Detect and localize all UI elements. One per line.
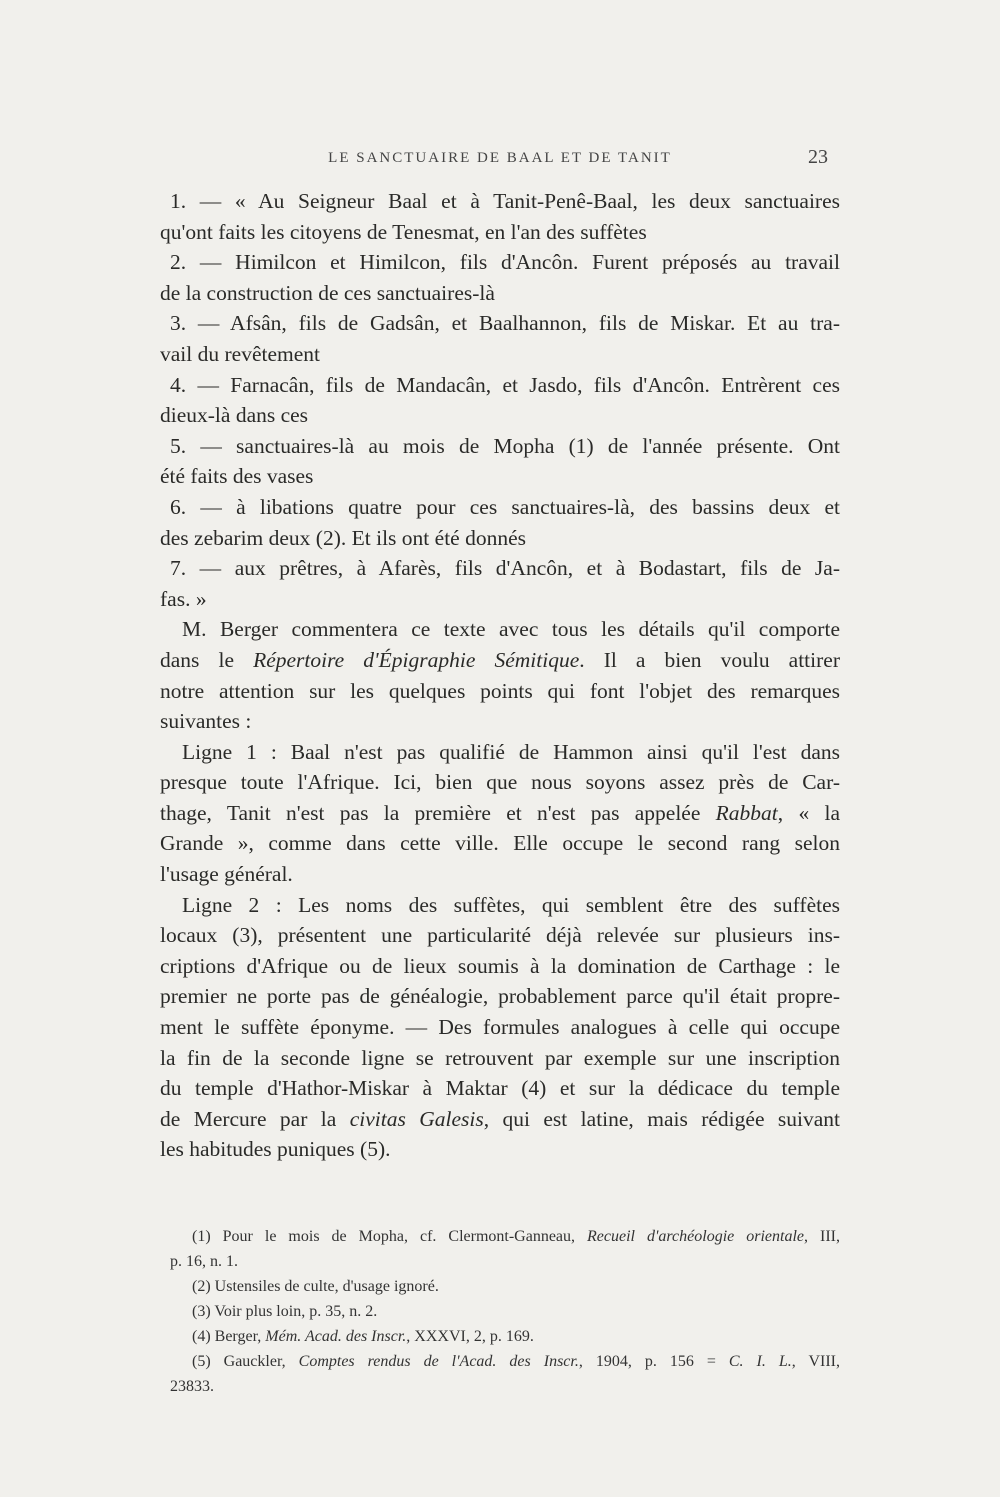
text-line: des zebarim deux (2). Et ils ont été donnés	[160, 525, 526, 550]
text-line: notre attention sur les quelques points qui font l'objet des remarques	[160, 678, 840, 703]
text-line: criptions d'Afrique ou de lieux soumis à la domination de Carthage : le	[160, 953, 840, 978]
main-text	[160, 186, 840, 1165]
text-segment: (1) Pour le mois de Mopha, cf. Clermont-Ganneau,	[192, 1228, 588, 1245]
citation-title: Mém. Acad. des Inscr.	[265, 1328, 407, 1345]
text-line	[160, 645, 840, 676]
citation-title: C. I. L.	[728, 1353, 792, 1370]
page-number: 23	[808, 146, 828, 168]
footnote-line: p. 16, n. 1.	[170, 1253, 238, 1270]
footnote-line: (3) Voir plus loin, p. 35, n. 2.	[192, 1303, 378, 1320]
running-title: LE SANCTUAIRE DE BAAL ET DE TANIT	[328, 150, 672, 166]
text-segment: , qui est latine, mais rédigée suivant	[483, 1106, 840, 1131]
citation-title: Comptes rendus de l'Acad. des Inscr.	[298, 1353, 579, 1370]
text-line: presque toute l'Afrique. Ici, bien que nous soyons assez près de Car-	[160, 770, 840, 795]
text-segment: , XXXVI, 2, p. 169.	[406, 1328, 534, 1345]
text-line: Grande », comme dans cette ville. Elle occupe le second rang selon	[160, 831, 840, 856]
text-line: été faits des vases	[160, 464, 314, 489]
text-line	[160, 1104, 840, 1135]
footnote-line: 23833.	[170, 1378, 214, 1395]
text-line: 6. — à libations quatre pour ces sanctuaires-là, des bassins deux et	[170, 494, 840, 519]
text-line: suivantes :	[160, 709, 252, 734]
emphasis: civitas Galesis	[349, 1106, 484, 1131]
text-segment: thage, Tanit n'est pas la première et n'est pas appelée	[160, 800, 716, 825]
text-segment: (4) Berger,	[192, 1328, 266, 1345]
text-line: les habitudes puniques (5).	[160, 1137, 391, 1162]
text-line: Ligne 1 : Baal n'est pas qualifié de Hammon ainsi qu'il l'est dans	[182, 739, 840, 764]
text-line	[160, 798, 840, 829]
text-segment: (5) Gauckler,	[192, 1353, 299, 1370]
text-line: l'usage général.	[160, 862, 293, 887]
text-line: du temple d'Hathor-Miskar à Maktar (4) et sur la dédicace du temple	[160, 1076, 840, 1101]
text-line: locaux (3), présentent une particularité déjà relevée sur plusieurs ins-	[160, 923, 840, 948]
text-segment: , III,	[804, 1228, 840, 1245]
book-title: Répertoire d'Épigraphie Sémitique	[253, 647, 580, 672]
text-line: 3. — Afsân, fils de Gadsân, et Baalhannon, fils de Miskar. Et au tra-	[170, 311, 840, 336]
text-line: fas. »	[160, 586, 207, 611]
running-head	[160, 146, 840, 172]
text-line: de la construction de ces sanctuaires-là	[160, 280, 495, 305]
footnotes	[170, 1224, 840, 1399]
footnote-line: (2) Ustensiles de culte, d'usage ignoré.	[192, 1278, 439, 1295]
text-line: qu'ont faits les citoyens de Tenesmat, en l'an des suffètes	[160, 219, 647, 244]
emphasis: Rabbat	[715, 800, 778, 825]
footnote-line	[170, 1324, 840, 1349]
text-line: 5. — sanctuaires-là au mois de Mopha (1) de l'année présente. Ont	[170, 433, 840, 458]
text-segment: . Il a bien voulu attirer	[579, 647, 840, 672]
text-segment: , 1904, p. 156 =	[578, 1353, 729, 1370]
text-line: 7. — aux prêtres, à Afarès, fils d'Ancôn, et à Bodastart, fils de Ja-	[170, 556, 840, 581]
text-segment: , VIII,	[791, 1353, 840, 1370]
text-segment: , « la	[777, 800, 840, 825]
text-line: la fin de la seconde ligne se retrouvent par exemple sur une inscription	[160, 1045, 840, 1070]
citation-title: Recueil d'archéologie orientale	[587, 1228, 805, 1245]
text-line: premier ne porte pas de généalogie, probablement parce qu'il était propre-	[160, 984, 840, 1009]
footnote-line	[170, 1224, 840, 1249]
text-line: 1. — « Au Seigneur Baal et à Tanit-Penê-Baal, les deux sanctuaires	[170, 189, 840, 213]
text-line: 2. — Himilcon et Himilcon, fils d'Ancôn. Furent préposés au travail	[170, 250, 840, 275]
text-line: M. Berger commentera ce texte avec tous les détails qu'il comporte	[182, 617, 840, 642]
text-line: Ligne 2 : Les noms des suffètes, qui semblent être des suffètes	[182, 892, 840, 917]
text-segment: de Mercure par la	[160, 1106, 350, 1131]
text-segment: dans le	[160, 647, 254, 672]
footnote-line	[170, 1349, 840, 1374]
text-line: 4. — Farnacân, fils de Mandacân, et Jasdo, fils d'Ancôn. Entrèrent ces	[170, 372, 840, 397]
text-line: vail du revêtement	[160, 341, 320, 366]
text-line: ment le suffète éponyme. — Des formules analogues à celle qui occupe	[160, 1015, 840, 1040]
text-line: dieux-là dans ces	[160, 403, 309, 428]
